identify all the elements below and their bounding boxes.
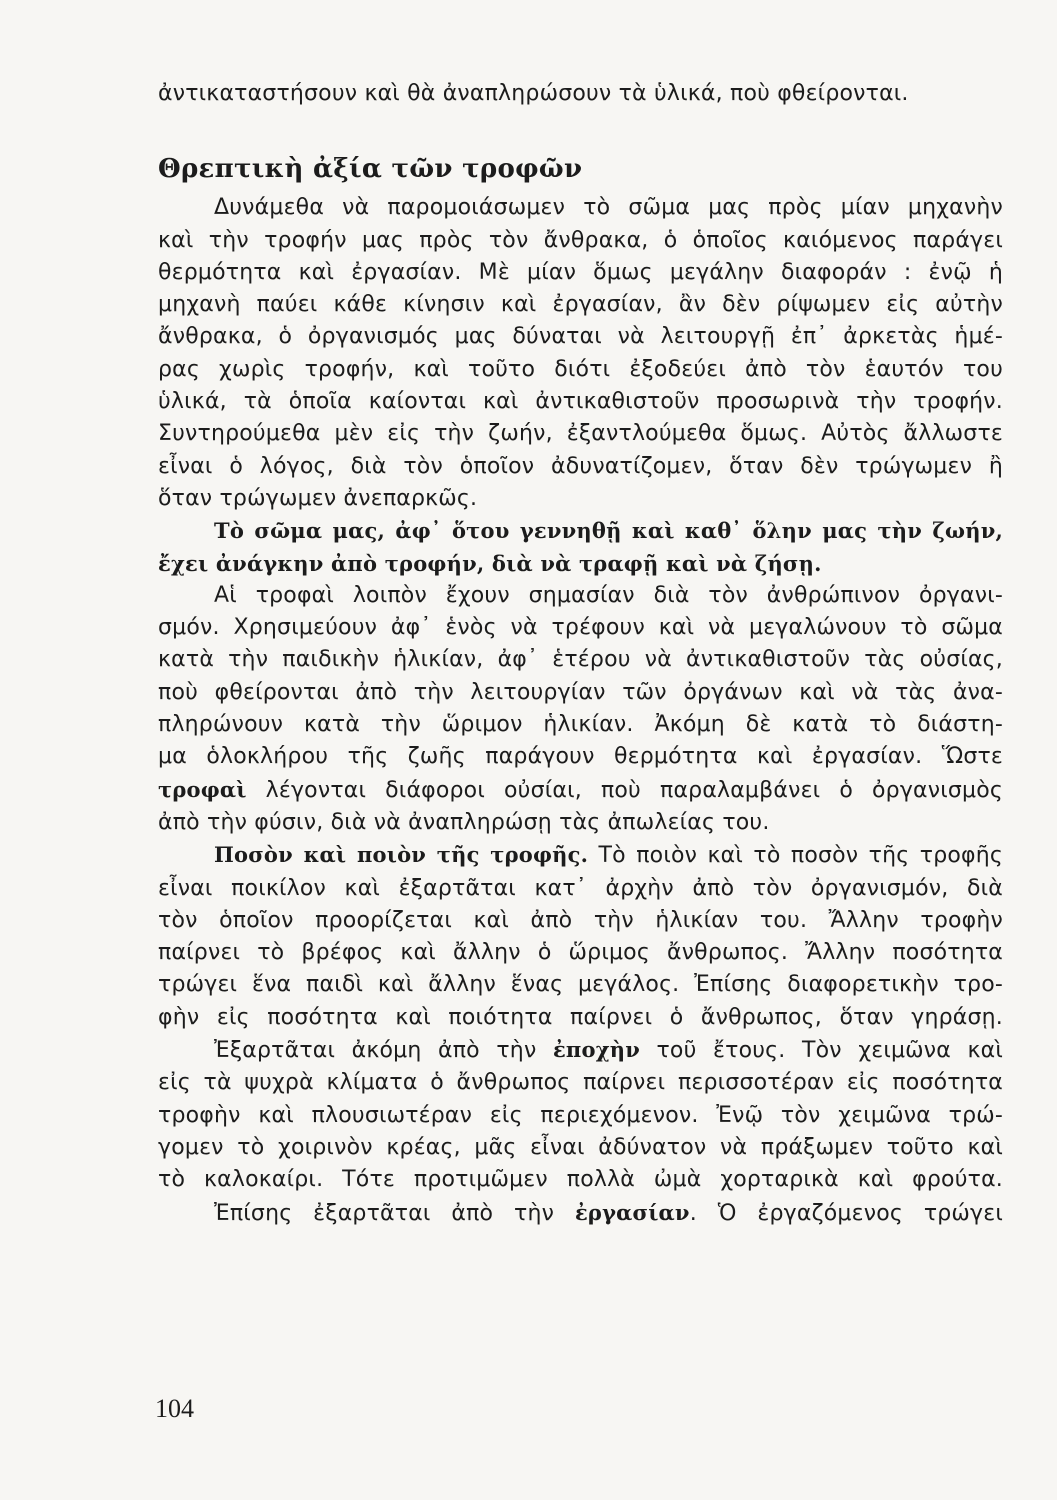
term-epochin: ἐποχὴν xyxy=(552,1037,640,1063)
subheading-poson-kai-poion: Ποσὸν καὶ ποιὸν τῆς τροφῆς. xyxy=(214,842,589,868)
text-line xyxy=(158,1197,1003,1230)
page-body xyxy=(158,78,1003,1230)
paragraph-3 xyxy=(158,839,1003,1034)
text-line: ὑλικά, τὰ ὁποῖα καίονται καὶ ἀντικαθιστοῦν προσωρινὰ τὴν τροφήν. xyxy=(158,389,1003,415)
text-line: τροφὴν καὶ πλουσιωτέραν εἰς περιεχόμενον. Ἐνῷ τὸν χειμῶνα τρώ- xyxy=(158,1102,1003,1128)
text-line: καὶ τὴν τροφήν μας πρὸς τὸν ἄνθρακα, ὁ ὁποῖος καιόμενος παράγει xyxy=(158,227,1003,253)
text-line: ρας χωρὶς τροφήν, καὶ τοῦτο διότι ἐξοδεύει ἀπὸ τὸν ἑαυτόν του xyxy=(158,356,1003,382)
text-span: Τὸ ποιὸν καὶ τὸ ποσὸν τῆς τροφῆς xyxy=(588,843,1004,869)
text-span: . Ὁ ἐργαζόμενος τρώγει xyxy=(689,1200,1004,1226)
text-line: τρώγει ἕνα παιδὶ καὶ ἄλλην ἕνας μεγάλος. Ἐπίσης διαφορετικὴν τρο- xyxy=(158,972,1003,998)
text-line: τὸν ὁποῖον προορίζεται καὶ ἀπὸ τὴν ἡλικίαν του. Ἄλλην τροφὴν xyxy=(158,907,1003,933)
paragraph-1 xyxy=(158,192,1003,515)
text-line: μηχανὴ παύει κάθε κίνησιν καὶ ἐργασίαν, ἂν δὲν ρίψωμεν εἰς αὐτὴν xyxy=(158,292,1003,318)
text-line: ὅταν τρώγωμεν ἀνεπαρκῶς. xyxy=(158,485,478,511)
emphasis-block xyxy=(158,515,1003,580)
term-trofai: τροφαὶ xyxy=(158,776,247,802)
paragraph-2 xyxy=(158,580,1003,839)
text-span: λέγονται διάφοροι οὐσίαι, ποὺ παραλαμβάνει ὁ ὀργανισμὸς xyxy=(246,777,1003,803)
text-line xyxy=(158,774,1003,807)
text-span: Ἐπίσης ἐξαρτᾶται ἀπὸ τὴν xyxy=(214,1200,575,1226)
paragraph-4 xyxy=(158,1034,1003,1196)
text-line xyxy=(158,839,1003,872)
text-line: ἀπὸ τὴν φύσιν, διὰ νὰ ἀναπληρώσῃ τὰς ἀπωλείας του. xyxy=(158,809,770,835)
intro-line: ἀντικαταστήσουν καὶ θὰ ἀναπληρώσουν τὰ ὑλικά, ποὺ φθείρονται. xyxy=(158,81,909,106)
text-line: εἰς τὰ ψυχρὰ κλίματα ὁ ἄνθρωπος παίρνει περισσοτέραν εἰς ποσότητα xyxy=(158,1070,1003,1096)
text-line: τὸ καλοκαίρι. Τότε προτιμῶμεν πολλὰ ὠμὰ χορταρικὰ καὶ φρούτα. xyxy=(158,1167,1003,1193)
text-line: Δυνάμεθα νὰ παρομοιάσωμεν τὸ σῶμα μας πρὸς μίαν μηχανὴν xyxy=(214,195,1003,221)
text-line: Συντηρούμεθα μὲν εἰς τὴν ζωήν, ἐξαντλούμεθα ὅμως. Αὐτὸς ἄλλωστε xyxy=(158,421,1003,447)
text-span: Ἐξαρτᾶται ἀκόμη ἀπὸ τὴν xyxy=(214,1038,553,1064)
text-line: Αἱ τροφαὶ λοιπὸν ἔχουν σημασίαν διὰ τὸν ἀνθρώπινον ὀργανι- xyxy=(214,582,1003,608)
text-line: ἄνθρακα, ὁ ὀργανισμός μας δύναται νὰ λειτουργῇ ἐπ᾽ ἀρκετὰς ἡμέ- xyxy=(158,324,1003,350)
section-title: Θρεπτικὴ ἀξία τῶν τροφῶν xyxy=(158,154,583,185)
text-line: εἶναι ποικίλον καὶ ἐξαρτᾶται κατ᾽ ἀρχὴν ἀπὸ τὸν ὀργανισμόν, διὰ xyxy=(158,875,1003,901)
text-line: σμόν. Χρησιμεύουν ἀφ᾽ ἑνὸς νὰ τρέφουν καὶ νὰ μεγαλώνουν τὸ σῶμα xyxy=(158,615,1003,641)
text-line: πληρώνουν κατὰ τὴν ὥριμον ἡλικίαν. Ἀκόμη δὲ κατὰ τὸ διάστη- xyxy=(158,712,1003,738)
text-line: κατὰ τὴν παιδικὴν ἡλικίαν, ἀφ᾽ ἑτέρου νὰ ἀντικαθιστοῦν τὰς οὐσίας, xyxy=(158,647,1003,673)
text-line xyxy=(158,1034,1003,1067)
emphasis-line: ἔχει ἀνάγκην ἀπὸ τροφήν, διὰ νὰ τραφῇ καὶ νὰ ζήσῃ. xyxy=(158,550,822,576)
text-line: εἶναι ὁ λόγος, διὰ τὸν ὁποῖον ἀδυνατίζομεν, ὅταν δὲν τρώγωμεν ἢ xyxy=(158,453,1003,479)
text-line: γομεν τὸ χοιρινὸν κρέας, μᾶς εἶναι ἀδύνατον νὰ πράξωμεν τοῦτο καὶ xyxy=(158,1134,1003,1160)
emphasis-line: Τὸ σῶμα μας, ἀφ᾽ ὅτου γεννηθῇ καὶ καθ᾽ ὅλην μας τὴν ζωήν, xyxy=(214,518,1003,544)
text-line: θερμότητα καὶ ἐργασίαν. Μὲ μίαν ὅμως μεγάλην διαφοράν : ἐνῷ ἡ xyxy=(158,259,1003,285)
text-line: μα ὁλοκλήρου τῆς ζωῆς παράγουν θερμότητα καὶ ἐργασίαν. Ὥστε xyxy=(158,744,1003,770)
text-line: παίρνει τὸ βρέφος καὶ ἄλλην ὁ ὥριμος ἄνθρωπος. Ἄλλην ποσότητα xyxy=(158,940,1003,966)
text-span: τοῦ ἔτους. Τὸν χειμῶνα καὶ xyxy=(639,1038,1004,1064)
term-ergasian: ἐργασίαν xyxy=(574,1199,690,1225)
paragraph-5 xyxy=(158,1197,1003,1230)
text-line: φὴν εἰς ποσότητα καὶ ποιότητα παίρνει ὁ ἄνθρωπος, ὅταν γηράσῃ. xyxy=(158,1004,1003,1030)
text-line: ποὺ φθείρονται ἀπὸ τὴν λειτουργίαν τῶν ὀργάνων καὶ νὰ τὰς ἀνα- xyxy=(158,679,1003,705)
page-number: 104 xyxy=(155,1394,194,1423)
